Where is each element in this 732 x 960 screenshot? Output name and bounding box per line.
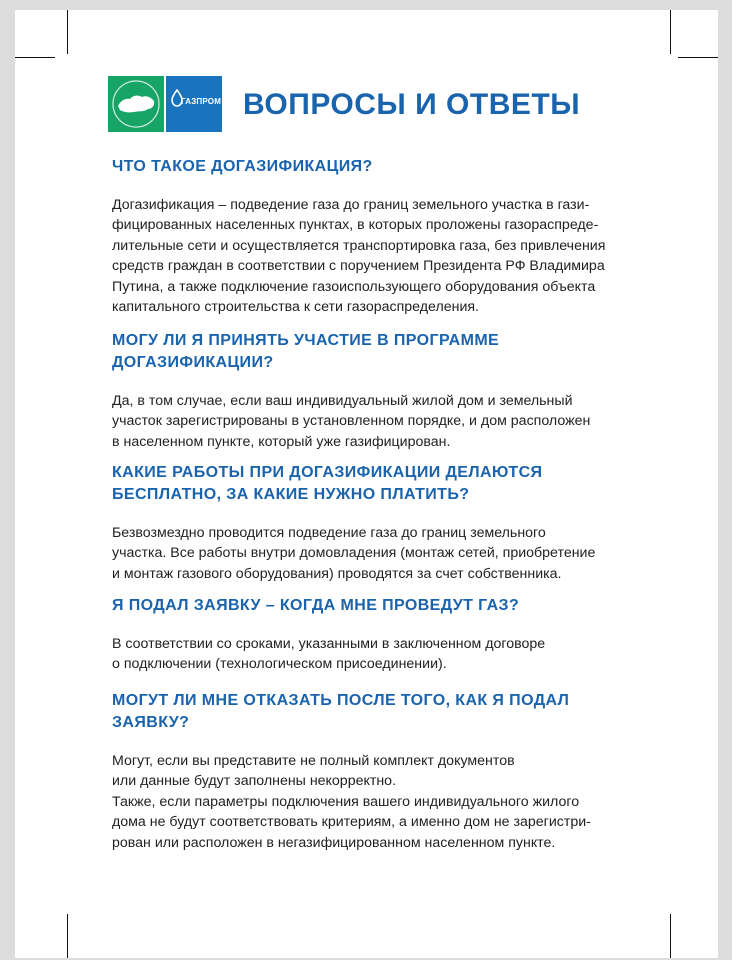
answer-line: В соответствии со сроками, указанными в заключенном договоре — [112, 636, 546, 652]
qa-section — [112, 330, 632, 452]
question-line: ДОГАЗИФИКАЦИИ? — [112, 354, 274, 371]
qa-section — [112, 595, 632, 675]
question-line: МОГУТ ЛИ МНЕ ОТКАЗАТЬ ПОСЛЕ ТОГО, КАК Я ПОДАЛ — [112, 692, 570, 709]
question-heading — [112, 690, 632, 734]
question-line: КАКИЕ РАБОТЫ ПРИ ДОГАЗИФИКАЦИИ ДЕЛАЮТСЯ — [112, 464, 543, 481]
answer-line: средств граждан в соответствии с поручением Президента РФ Владимира — [112, 258, 605, 275]
crop-mark — [670, 914, 671, 958]
crop-mark — [67, 914, 68, 958]
answer-line: и монтаж газового оборудования) проводятся за счет собственника. — [112, 565, 562, 582]
answer-line: фицированных населенных пунктах, в которых проложены газораспреде- — [112, 217, 599, 234]
crop-mark — [670, 10, 671, 54]
question-heading — [112, 330, 632, 374]
answer-text — [112, 751, 632, 853]
answer-line: лительные сети и осуществляется транспортировка газа, без привлечения — [112, 237, 606, 254]
russia-map-icon — [108, 76, 164, 132]
answer-text — [112, 391, 632, 452]
answer-line: Безвозмездно проводится подведение газа до границ земельного — [112, 525, 546, 541]
answer-line: Могут, если вы представите не полный комплект документов — [112, 753, 515, 769]
answer-line: капитального строительства к сети газораспределения. — [112, 299, 479, 316]
question-line: МОГУ ЛИ Я ПРИНЯТЬ УЧАСТИЕ В ПРОГРАММЕ — [112, 332, 500, 349]
gasification-program-logo — [108, 76, 164, 132]
answer-line: Догазификация – подведение газа до границ земельного участка в гази- — [112, 197, 590, 213]
gazprom-logo — [166, 76, 222, 132]
answer-line: дома не будут соответствовать критериям, а именно дом не зарегистри- — [112, 814, 591, 831]
answer-line: Да, в том случае, если ваш индивидуальный жилой дом и земельный — [112, 393, 573, 409]
answer-line: в населенном пункте, который уже газифицирован. — [112, 433, 451, 450]
question-line: Я ПОДАЛ ЗАЯВКУ – КОГДА МНЕ ПРОВЕДУТ ГАЗ? — [112, 597, 520, 614]
question-line: ЗАЯВКУ? — [112, 714, 190, 731]
question-heading — [112, 595, 632, 617]
question-heading — [112, 462, 632, 506]
question-line: ЧТО ТАКОЕ ДОГАЗИФИКАЦИЯ? — [112, 158, 373, 175]
answer-text — [112, 634, 632, 675]
qa-section — [112, 462, 632, 584]
qa-section — [112, 156, 632, 317]
answer-line: участка. Все работы внутри домовладения (монтаж сетей, приобретение — [112, 545, 596, 562]
crop-mark — [67, 10, 68, 54]
answer-line: о подключении (технологическом присоединении). — [112, 656, 447, 673]
gazprom-wordmark: ГАЗПРОМ — [181, 97, 222, 106]
page-title: ВОПРОСЫ И ОТВЕТЫ — [243, 88, 581, 121]
answer-line: или данные будут заполнены некорректно. — [112, 773, 397, 790]
answer-line: участок зарегистрированы в установленном порядке, и дом расположен — [112, 413, 591, 430]
logo-group — [108, 76, 222, 132]
answer-text — [112, 523, 632, 584]
answer-line: Также, если параметры подключения вашего индивидуального жилого — [112, 793, 580, 810]
answer-text — [112, 195, 632, 317]
crop-mark — [678, 57, 718, 58]
qa-section — [112, 690, 632, 853]
crop-mark — [15, 57, 55, 58]
question-heading — [112, 156, 632, 178]
answer-line: рован или расположен в негазифицированном населенном пункте. — [112, 834, 556, 851]
answer-line: Путина, а также подключение газоиспользующего оборудования объекта — [112, 278, 596, 295]
question-line: БЕСПЛАТНО, ЗА КАКИЕ НУЖНО ПЛАТИТЬ? — [112, 486, 470, 503]
